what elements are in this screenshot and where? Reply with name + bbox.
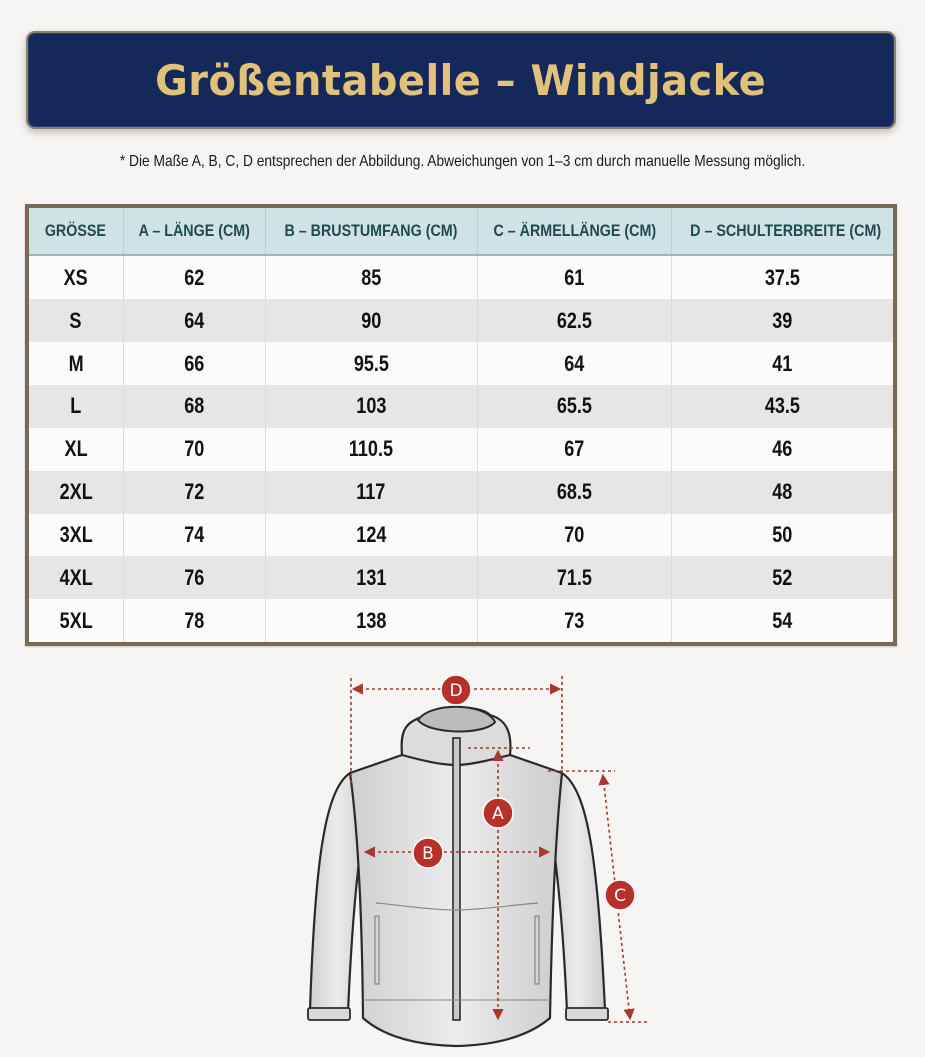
cell-size: M [29, 342, 123, 385]
marker-d [441, 675, 471, 705]
cell-size: 5XL [29, 599, 123, 642]
cell-chest: 85 [265, 255, 477, 299]
size-table [29, 208, 893, 642]
cell-shoulder: 41 [671, 342, 893, 385]
svg-text:B: B [422, 844, 434, 864]
cell-length: 64 [123, 299, 265, 342]
table-row [29, 471, 893, 514]
svg-text:A: A [492, 804, 504, 824]
cell-chest: 110.5 [265, 428, 477, 471]
cell-shoulder: 48 [671, 471, 893, 514]
table-row [29, 342, 893, 385]
jacket-measurement-diagram [290, 660, 660, 1052]
svg-text:D: D [449, 681, 463, 701]
cell-length: 76 [123, 556, 265, 599]
cell-chest: 124 [265, 514, 477, 557]
table-row [29, 385, 893, 428]
column-header-shoulder: D – SCHULTERBREITE (CM) [671, 208, 893, 255]
column-header-length: A – LÄNGE (CM) [123, 208, 265, 255]
cell-size: XL [29, 428, 123, 471]
cell-size: 3XL [29, 514, 123, 557]
table-row [29, 255, 893, 299]
cell-chest: 95.5 [265, 342, 477, 385]
cell-length: 70 [123, 428, 265, 471]
cell-size: S [29, 299, 123, 342]
column-header-chest: B – BRUSTUMFANG (CM) [265, 208, 477, 255]
cell-size: 2XL [29, 471, 123, 514]
cell-shoulder: 37.5 [671, 255, 893, 299]
cell-chest: 90 [265, 299, 477, 342]
cell-sleeve: 70 [477, 514, 671, 557]
cell-length: 72 [123, 471, 265, 514]
marker-a [483, 798, 513, 828]
cell-size: L [29, 385, 123, 428]
cell-chest: 103 [265, 385, 477, 428]
cell-size: XS [29, 255, 123, 299]
cell-length: 74 [123, 514, 265, 557]
cell-length: 62 [123, 255, 265, 299]
table-row [29, 556, 893, 599]
title-banner [26, 31, 896, 129]
cell-shoulder: 39 [671, 299, 893, 342]
cell-shoulder: 43.5 [671, 385, 893, 428]
measurement-note: * Die Maße A, B, C, D entsprechen der Abbildung. Abweichungen von 1–3 cm durch manuelle Messung möglich. [119, 153, 806, 170]
column-header-size: GRÖSSE [29, 208, 123, 255]
cell-sleeve: 61 [477, 255, 671, 299]
page-title: Größentabelle – Windjacke [155, 55, 767, 105]
cell-shoulder: 50 [671, 514, 893, 557]
cell-sleeve: 71.5 [477, 556, 671, 599]
table-row [29, 299, 893, 342]
table-row [29, 514, 893, 557]
table-row [29, 599, 893, 642]
cell-sleeve: 73 [477, 599, 671, 642]
size-table-container [25, 204, 897, 646]
cell-length: 78 [123, 599, 265, 642]
cell-length: 68 [123, 385, 265, 428]
jacket-illustration [290, 660, 660, 1052]
cell-sleeve: 62.5 [477, 299, 671, 342]
cell-shoulder: 46 [671, 428, 893, 471]
table-header-row [29, 208, 893, 255]
cell-chest: 117 [265, 471, 477, 514]
marker-b [413, 838, 443, 868]
cell-shoulder: 52 [671, 556, 893, 599]
marker-c [605, 880, 635, 910]
cell-sleeve: 68.5 [477, 471, 671, 514]
cell-shoulder: 54 [671, 599, 893, 642]
table-row [29, 428, 893, 471]
cell-sleeve: 65.5 [477, 385, 671, 428]
cell-chest: 131 [265, 556, 477, 599]
svg-text:C: C [614, 886, 626, 906]
cell-size: 4XL [29, 556, 123, 599]
cell-sleeve: 67 [477, 428, 671, 471]
column-header-sleeve: C – ÄRMELLÄNGE (CM) [477, 208, 671, 255]
cell-sleeve: 64 [477, 342, 671, 385]
cell-length: 66 [123, 342, 265, 385]
cell-chest: 138 [265, 599, 477, 642]
